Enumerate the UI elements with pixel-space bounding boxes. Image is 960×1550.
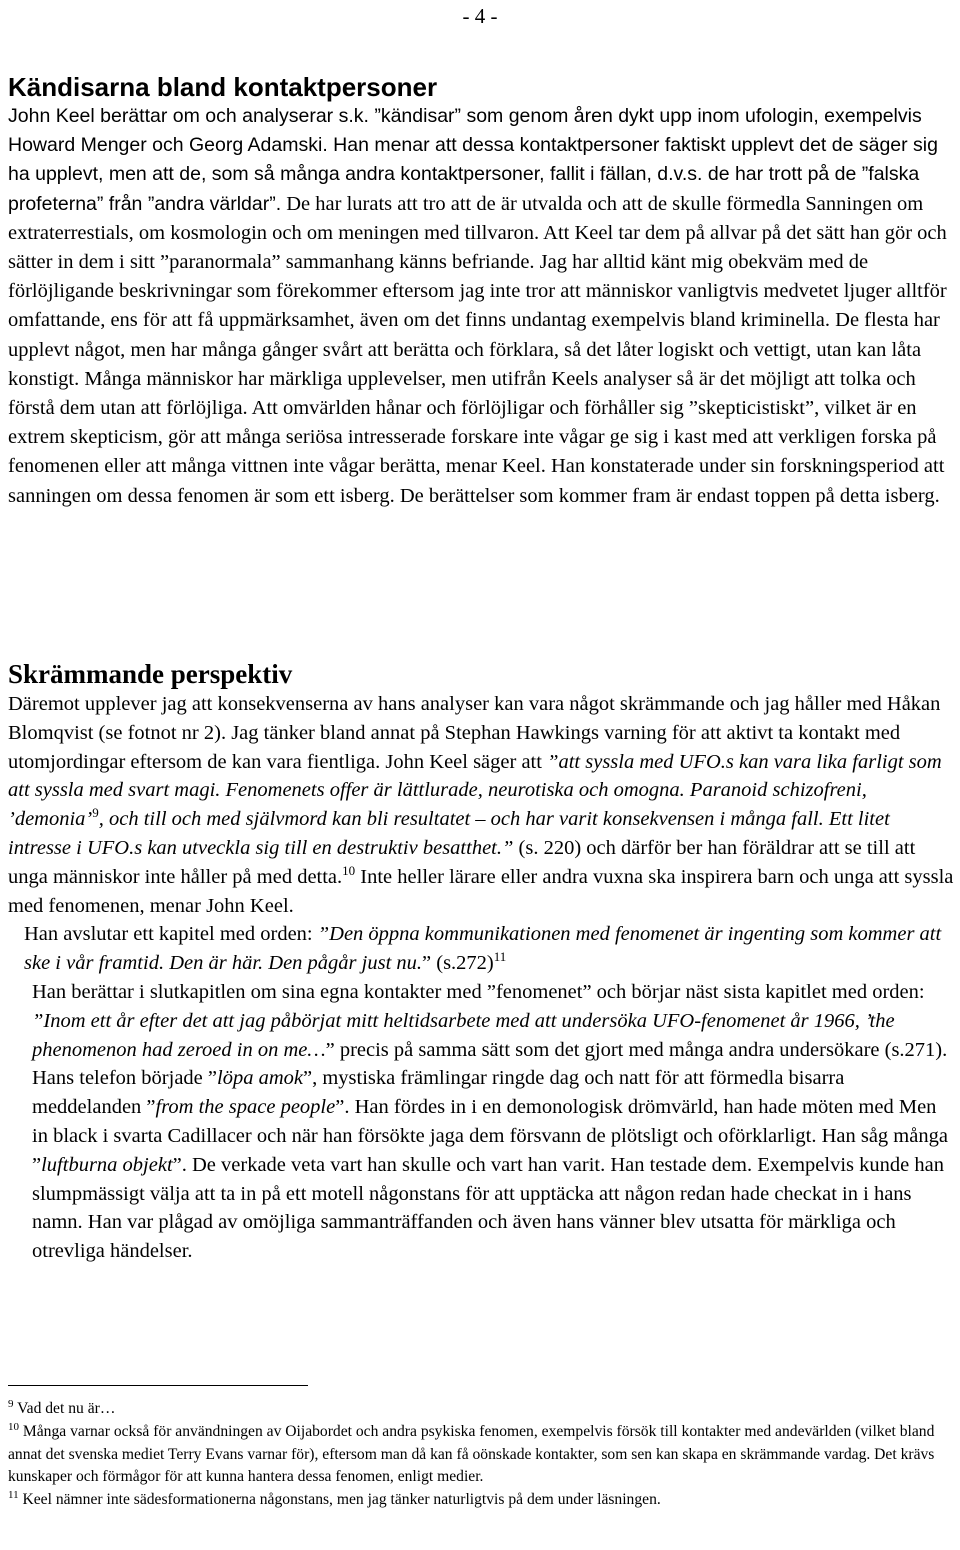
body-paragraph: Han avslutar ett kapitel med orden: ”Den öppna kommunikationen med fenomenet är ingenting som kommer att ske i vår framtid. Den är här. Den pågår just nu.” $(s.272)^{11}$ — [24, 923, 942, 975]
footnote: $^{11}$ Keel nämner inte sädesformationerna någonstans, men jag tänker naturligtvis på dem under läsningen. — [8, 1489, 661, 1509]
quote: ”Inom ett år efter det att jag påbörjat mitt heltidsarbete med att undersöka UFO-fenomenet år 1966, ’the phenomenon had zeroed in on me… — [32, 1009, 895, 1061]
footnote-divider — [8, 1385, 308, 1386]
quote: , och till och med självmord kan bli resultatet – och har varit konsekvensen i många fall. Ett litet intresse i UFO.s kan utveckla sig till en destruktiv besatthet.” — [8, 808, 890, 859]
footnote: $^9$ Vad det nu är… — [8, 1397, 116, 1417]
footnote-ref[interactable]: 9 — [92, 805, 99, 821]
footnotes — [8, 1398, 954, 1512]
body-text: De har lurats att tro att de är utvalda och att de skulle förmedla Sanningen om extraterrestials, om kosmologin och om meningen med tillvaron. Att Keel tar dem på allvar på det sätt han gör och sätter in dem i sitt ”paranormala” sammanhang känns befriande. Jag har alltid känt mig obekväm med de förlöjligande beskrivningar som förekommer eftersom jag inte tror att människor vanligtvis medvetet ljuger alltför omfattande, ens för att få uppmärksamhet, även om det finns undantag exempelvis bland kriminella. De flesta har upplevt något, men har många gånger svårt att berätta och förklara, så det låter logiskt och vettigt, utan kan låta konstigt. Många människor har märkliga upplevelser, men utifrån Keels analyser så är det möjligt att tolka och förstå dem utan att förlöjliga. Att omvärlden hånar och förlöjligar och förhåller sig ”skepticistiskt”, vilket är en extrem skepticism, gör att många seriösa intresserade forskare inte vågar ge sig i kast med att verkligen forska på fenomenen eller att många vittnen inte vågar berätta, menar Keel. Han konstaterade under sin forskningsperiod att sanningen om dessa fenomen är som ett isberg. De berättelser som kommer fram är endast toppen på detta isberg. — [8, 192, 947, 507]
section-kandisarna — [8, 72, 954, 511]
body-paragraph — [8, 102, 954, 511]
body-paragraph: Däremot upplever jag att konsekvenserna av hans analyser kan vara något skrämmande och jag håller med Håkan Blomqvist (se fotnot nr 2). Jag tänker bland annat på Stephan Hawkings varning för att aktivt ta kontakt med utomjordingar eftersom de kan vara fientliga. John Keel säger att ”att syssla med UFO.s kan vara lika farligt som att syssla med svart magi. Fenomenets offer är lättlurade, neurotiska och omogna. Paranoid schizofreni, ’demonia’$^9$, och till och med självmord kan bli resultatet – och har varit konsekvensen i många fall. Ett litet intresse i UFO.s kan utveckla sig till en destruktiv besatthet.” (s. 220) och därför ber han föräldrar att se till att unga människor inte håller på med detta.$^{10}$ Inte heller lärare eller andra vuxna ska inspirera barn och unga att syssla med fenomenen, menar John Keel. — [8, 693, 954, 917]
quote: ”att syssla med UFO.s kan vara lika farligt som att syssla med svart magi. Fenomenets offer är lättlurade, neurotiska och omogna. Paranoid schizofreni, ’demonia’ — [8, 750, 942, 831]
section-heading: Kändisarna bland kontaktpersoner — [8, 72, 438, 102]
section-heading: Skrämmande perspektiv — [8, 659, 293, 689]
section-skrammande — [8, 658, 954, 1266]
quote: ”Den öppna kommunikationen med fenomenet är ingenting som kommer att ske i vår framtid. Den är här. Den pågår just nu. — [24, 923, 942, 975]
footnote-ref[interactable]: 11 — [493, 949, 507, 965]
intro-text: John Keel berättar om och analyserar s.k. ”kändisar” som genom åren dykt upp inom ufologin, exempelvis Howard Menger och Georg Adamski. Han menar att dessa kontaktpersoner faktiskt upplevt det de säger sig ha upplevt, men att de, som så många andra kontaktpersoner, fallit i fällan, d.v.s. de har trott på de ”falska profeterna” från ”andra världar”. — [8, 105, 938, 215]
footnote: $^{10}$ Många varnar också för användningen av Oijabordet och andra psykiska fenomen, exempelvis försök till kontakter med andevärlden (vilket bland annat det svenska mediet Terry Evans varnar för), eftersom man då kan få oönskade kontakter, som sen kan skapa en skrämmande vardag. Det krävs kunskaper och förmågor för att kunna hantera dessa fenomen, enligt medier. — [8, 1420, 935, 1486]
footnote-ref[interactable]: 10 — [342, 862, 356, 878]
body-paragraph: Han berättar i slutkapitlen om sina egna kontakter med ”fenomenet” och börjar näst sista kapitlet med orden: ”Inom ett år efter det att jag påbörjat mitt heltidsarbete med att undersöka UFO-fenomenet år 1966, ’the phenomenon had zeroed in on me…” precis på samma sätt som det gjort med många andra undersökare (s.271). Hans telefon började ”löpa amok”, mystiska främlingar ringde dag och natt för att förmedla bisarra meddelanden ”from the space people”. Han fördes in i en demonologisk drömvärld, han hade möten med Men in black i svarta Cadillacer och när han försökte jaga dem försvann de plötsligt och oförklarligt. Han såg många ”luftburna objekt”. De verkade veta vart han skulle och vart han varit. Han testade dem. Exempelvis kunde han slumpmässigt välja att ta in på ett motell någonstans för att upptäcka att någon redan hade checkat in i hans namn. Han var plågad av omöjliga sammanträffanden och även hans vänner blev utsatta för märkliga och otrevliga händelser. — [32, 980, 948, 1263]
page-number: - 4 - — [462, 4, 498, 28]
